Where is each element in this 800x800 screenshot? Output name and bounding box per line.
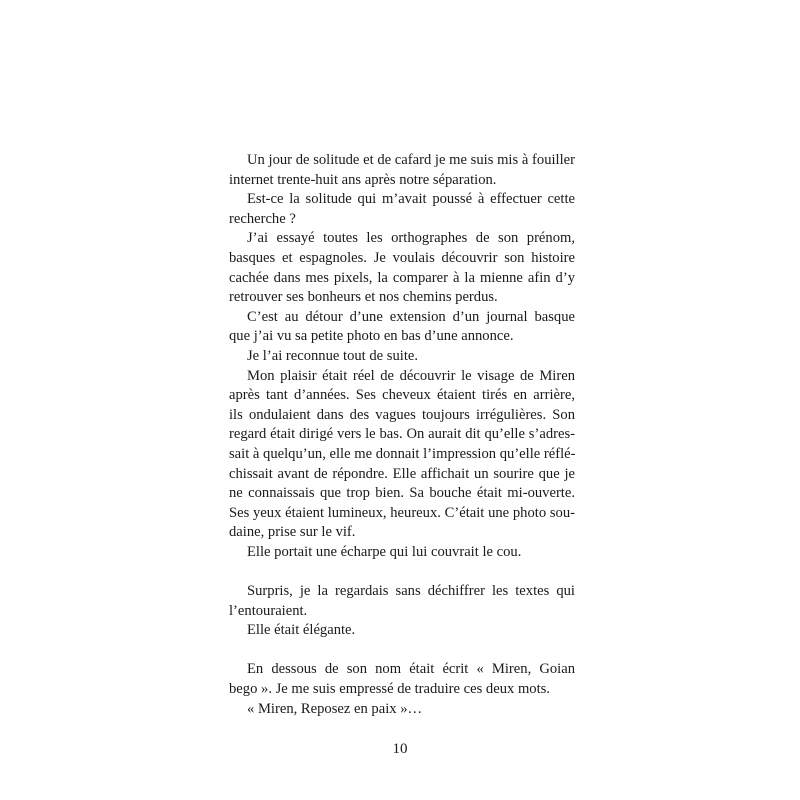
text-line: Ses yeux étaient lumineux, heureux. C’était une photo sou- xyxy=(229,504,575,521)
text-line: C’est au détour d’une extension d’un journal basque xyxy=(247,308,575,325)
text-line: ils ondulaient dans des vagues toujours irrégulières. Son xyxy=(229,406,575,423)
text-line: Un jour de solitude et de cafard je me suis mis à fouiller xyxy=(247,152,575,168)
page-number: 10 xyxy=(392,741,408,757)
text-line: Je l’ai reconnue tout de suite. xyxy=(247,347,419,364)
text-line: Surpris, je la regardais sans déchiffrer les textes qui xyxy=(247,583,575,600)
text-line: Elle portait une écharpe qui lui couvrait le cou. xyxy=(247,543,522,560)
text-line: après tant d’années. Ses cheveux étaient tirés en arrière, xyxy=(229,387,575,404)
text-line: Mon plaisir était réel de découvrir le visage de Miren xyxy=(247,367,575,384)
text-line: cachée dans mes pixels, la comparer à la mienne afin d’y xyxy=(229,269,575,286)
text-line: ne connaissais que trop bien. Sa bouche était mi-ouverte. xyxy=(229,485,575,502)
text-line: chissait avant de répondre. Elle affichait un sourire que je xyxy=(229,465,575,482)
blank-line xyxy=(229,562,575,582)
text-line: l’entouraient. xyxy=(229,602,308,619)
text-line: « Miren, Reposez en paix »… xyxy=(247,700,423,717)
text-line: bego ». Je me suis empressé de traduire ces deux mots. xyxy=(229,681,550,698)
body-text xyxy=(229,151,575,719)
text-line: que j’ai vu sa petite photo en bas d’une annonce. xyxy=(229,328,514,345)
text-line: internet trente-huit ans après notre séparation. xyxy=(229,171,497,188)
text-line: recherche ? xyxy=(229,210,296,227)
text-line: daine, prise sur le vif. xyxy=(229,524,356,541)
text-line: Est-ce la solitude qui m’avait poussé à effectuer cette xyxy=(247,191,575,208)
text-line: En dessous de son nom était écrit « Miren, Goian xyxy=(247,661,575,678)
text-line: basques et espagnoles. Je voulais découvrir son histoire xyxy=(229,249,575,266)
text-line: J’ai essayé toutes les orthographes de son prénom, xyxy=(247,230,575,247)
text-line: retrouver ses bonheurs et nos chemins perdus. xyxy=(229,289,498,306)
text-line: sait à quelqu’un, elle me donnait l’impression qu’elle réflé- xyxy=(229,445,576,462)
text-line: Elle était élégante. xyxy=(247,622,356,639)
text-line: regard était dirigé vers le bas. On aurait dit qu’elle s’adres- xyxy=(229,426,575,443)
blank-line xyxy=(229,641,575,661)
